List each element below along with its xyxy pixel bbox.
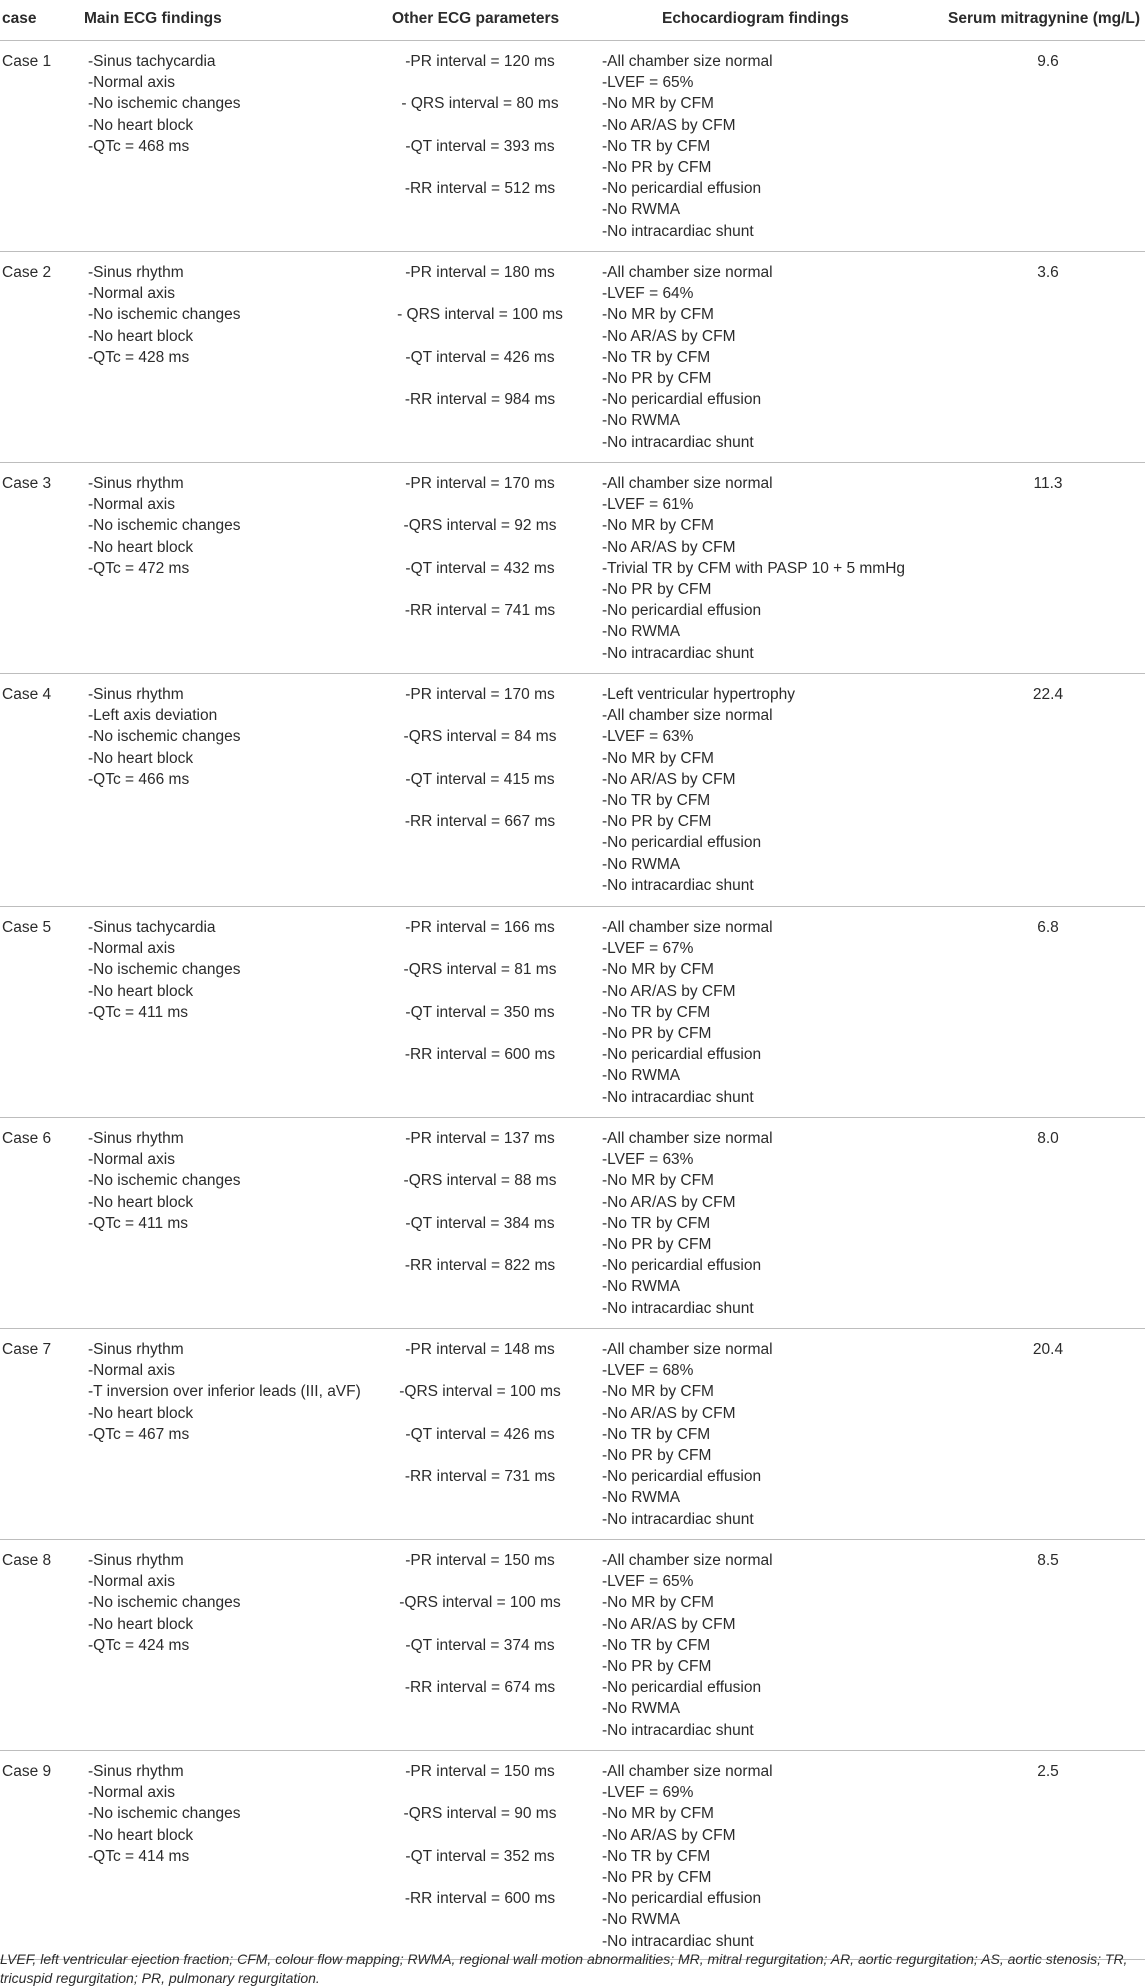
echo-line: -No PR by CFM bbox=[602, 159, 712, 177]
other-ecg-line: -PR interval = 180 ms bbox=[405, 264, 555, 281]
table-row bbox=[0, 674, 1145, 907]
echo-line: -No pericardial effusion bbox=[602, 391, 762, 409]
cell-main-ecg bbox=[88, 684, 240, 790]
echo-line: -LVEF = 65% bbox=[602, 1573, 694, 1591]
echo-line: -No intracardiac shunt bbox=[602, 433, 754, 451]
other-ecg-line: - QRS interval = 80 ms bbox=[401, 95, 559, 113]
main-ecg-line: -Sinus tachycardia bbox=[88, 919, 216, 936]
echo-line: -No intracardiac shunt bbox=[602, 1299, 754, 1317]
echo-line: -All chamber size normal bbox=[602, 475, 773, 492]
table-row bbox=[0, 1540, 1145, 1751]
main-ecg-line: -QTc = 468 ms bbox=[88, 137, 190, 155]
other-ecg-line: -RR interval = 667 ms bbox=[404, 813, 556, 831]
echo-line: -No AR/AS by CFM bbox=[602, 1193, 736, 1211]
cell-serum: 6.8 bbox=[1037, 919, 1059, 936]
main-ecg-line: -QTc = 428 ms bbox=[88, 348, 190, 366]
cell-main-ecg bbox=[88, 473, 240, 579]
echo-line: -No MR by CFM bbox=[602, 749, 714, 767]
table-row bbox=[0, 252, 1145, 463]
table-row bbox=[0, 907, 1145, 1118]
echo-line: -No TR by CFM bbox=[602, 1847, 711, 1865]
echo-line: -No RWMA bbox=[602, 1700, 681, 1718]
main-ecg-line: -Normal axis bbox=[88, 1573, 175, 1591]
cell-serum: 22.4 bbox=[1032, 686, 1064, 703]
main-ecg-line: -No heart block bbox=[88, 116, 194, 134]
echo-line: -No RWMA bbox=[602, 1911, 681, 1929]
cell-main-ecg bbox=[88, 1550, 240, 1656]
cell-other-ecg bbox=[330, 917, 630, 1087]
header-other-ecg: Other ECG parameters bbox=[392, 10, 560, 27]
echo-line: -No intracardiac shunt bbox=[602, 1510, 754, 1528]
cell-case: Case 3 bbox=[2, 475, 52, 492]
other-ecg-line: -QRS interval = 100 ms bbox=[399, 1594, 561, 1612]
main-ecg-line: -Normal axis bbox=[88, 1784, 175, 1802]
main-ecg-line: -Normal axis bbox=[88, 74, 175, 92]
table-row bbox=[0, 1329, 1145, 1540]
echo-line: -All chamber size normal bbox=[602, 1341, 773, 1358]
echo-line: -All chamber size normal bbox=[602, 1552, 773, 1569]
other-ecg-line: -PR interval = 170 ms bbox=[405, 686, 555, 703]
cell-main-ecg bbox=[88, 262, 240, 368]
table-footnote: LVEF, left ventricular ejection fraction; CFM, colour flow mapping; RWMA, regional wall motion abnormalities; MR, mitral regurgitation; AR, aortic regurgitation; AS, aortic stenosis; TR, tricuspid regurgitation; PR, pulmonary regurgitation. bbox=[0, 1951, 1128, 1986]
other-ecg-line: -QT interval = 426 ms bbox=[405, 1425, 555, 1443]
echo-line: -No RWMA bbox=[602, 1278, 681, 1296]
echo-line: -No MR by CFM bbox=[602, 1172, 714, 1190]
echo-line: -No intracardiac shunt bbox=[602, 1932, 754, 1950]
echo-line: -No TR by CFM bbox=[602, 792, 711, 810]
other-ecg-line: -QT interval = 415 ms bbox=[405, 770, 555, 788]
main-ecg-line: -QTc = 411 ms bbox=[88, 1003, 189, 1021]
main-ecg-line: -Sinus rhythm bbox=[88, 475, 184, 492]
echo-line: -No TR by CFM bbox=[602, 1003, 711, 1021]
main-ecg-line: -Normal axis bbox=[88, 496, 175, 514]
other-ecg-line: -RR interval = 600 ms bbox=[404, 1046, 556, 1064]
other-ecg-line: -RR interval = 674 ms bbox=[404, 1679, 556, 1697]
main-ecg-line: -Sinus rhythm bbox=[88, 1130, 184, 1147]
echo-line: -All chamber size normal bbox=[602, 1130, 773, 1147]
cell-case: Case 4 bbox=[2, 686, 52, 703]
echo-line: -No AR/AS by CFM bbox=[602, 1404, 736, 1422]
other-ecg-line: -QT interval = 426 ms bbox=[405, 348, 555, 366]
echo-line: -LVEF = 65% bbox=[602, 74, 694, 92]
main-ecg-line: -No ischemic changes bbox=[88, 1172, 241, 1190]
cell-serum: 20.4 bbox=[1032, 1341, 1064, 1358]
other-ecg-line: -PR interval = 120 ms bbox=[405, 53, 555, 70]
main-ecg-line: -QTc = 414 ms bbox=[88, 1847, 190, 1865]
echo-line: -No TR by CFM bbox=[602, 137, 711, 155]
main-ecg-line: -QTc = 472 ms bbox=[88, 559, 190, 577]
main-ecg-line: -No ischemic changes bbox=[88, 1594, 241, 1612]
echo-line: -No TR by CFM bbox=[602, 1425, 711, 1443]
cell-case: Case 1 bbox=[2, 53, 52, 70]
echo-line: -No MR by CFM bbox=[602, 95, 714, 113]
echo-line: -No AR/AS by CFM bbox=[602, 538, 736, 556]
cell-case: Case 9 bbox=[2, 1763, 52, 1780]
main-ecg-line: -No heart block bbox=[88, 1404, 194, 1422]
echo-line: -LVEF = 61% bbox=[602, 496, 694, 514]
cell-case: Case 7 bbox=[2, 1341, 52, 1358]
main-ecg-line: -Normal axis bbox=[88, 1362, 175, 1380]
echo-line: -All chamber size normal bbox=[602, 707, 773, 725]
other-ecg-line: -QRS interval = 81 ms bbox=[403, 961, 557, 979]
cell-serum: 8.0 bbox=[1037, 1130, 1059, 1147]
echo-line: -No pericardial effusion bbox=[602, 1468, 762, 1486]
other-ecg-line: -PR interval = 137 ms bbox=[405, 1130, 555, 1147]
main-ecg-line: -No ischemic changes bbox=[88, 961, 241, 979]
other-ecg-line: -QRS interval = 100 ms bbox=[399, 1383, 561, 1401]
main-ecg-line: -Normal axis bbox=[88, 1151, 175, 1169]
echo-line: -No PR by CFM bbox=[602, 1658, 712, 1676]
echo-line: -No TR by CFM bbox=[602, 1214, 711, 1232]
main-ecg-line: -No ischemic changes bbox=[88, 517, 241, 535]
echo-line: -No AR/AS by CFM bbox=[602, 1826, 736, 1844]
echo-line: -LVEF = 68% bbox=[602, 1362, 694, 1380]
main-ecg-line: -QTc = 424 ms bbox=[88, 1636, 190, 1654]
cell-other-ecg bbox=[330, 1128, 630, 1298]
echo-line: -No PR by CFM bbox=[602, 370, 712, 388]
echo-line: -No MR by CFM bbox=[602, 1805, 714, 1823]
echo-line: -LVEF = 63% bbox=[602, 1151, 694, 1169]
cell-case: Case 2 bbox=[2, 264, 52, 281]
cell-echo bbox=[602, 473, 905, 664]
main-ecg-line: -QTc = 466 ms bbox=[88, 770, 190, 788]
echo-line: -No MR by CFM bbox=[602, 1594, 714, 1612]
cell-other-ecg bbox=[330, 51, 630, 221]
echo-line: -No intracardiac shunt bbox=[602, 1721, 754, 1739]
echo-line: -No intracardiac shunt bbox=[602, 644, 754, 662]
echo-line: -No PR by CFM bbox=[602, 813, 712, 831]
echo-line: -All chamber size normal bbox=[602, 919, 773, 936]
echo-line: -No AR/AS by CFM bbox=[602, 1615, 736, 1633]
other-ecg-line: -QT interval = 384 ms bbox=[405, 1214, 555, 1232]
cell-other-ecg bbox=[330, 1550, 630, 1720]
other-ecg-line: -QRS interval = 84 ms bbox=[403, 728, 557, 746]
cell-echo bbox=[602, 1761, 773, 1952]
main-ecg-line: -No heart block bbox=[88, 749, 194, 767]
echo-line: -No pericardial effusion bbox=[602, 834, 762, 852]
table-row bbox=[0, 463, 1145, 674]
cell-echo bbox=[602, 51, 773, 242]
echo-line: -No AR/AS by CFM bbox=[602, 116, 736, 134]
other-ecg-line: -RR interval = 512 ms bbox=[404, 180, 556, 198]
echo-line: -No RWMA bbox=[602, 855, 681, 873]
echo-line: -No pericardial effusion bbox=[602, 602, 762, 620]
other-ecg-line: -RR interval = 741 ms bbox=[404, 602, 556, 620]
echo-line: -LVEF = 64% bbox=[602, 285, 694, 303]
table-row bbox=[0, 1751, 1145, 1960]
cell-echo bbox=[602, 262, 773, 453]
main-ecg-line: -Sinus rhythm bbox=[88, 686, 184, 703]
echo-line: -Left ventricular hypertrophy bbox=[602, 686, 795, 703]
main-ecg-line: -T inversion over inferior leads (III, aVF) bbox=[88, 1383, 361, 1401]
header-echo: Echocardiogram findings bbox=[662, 10, 849, 27]
cell-case: Case 5 bbox=[2, 919, 52, 936]
echo-line: -No RWMA bbox=[602, 1489, 681, 1507]
echo-line: -No TR by CFM bbox=[602, 348, 711, 366]
other-ecg-line: -RR interval = 822 ms bbox=[404, 1257, 556, 1275]
echo-line: -No PR by CFM bbox=[602, 1447, 712, 1465]
other-ecg-line: -QRS interval = 88 ms bbox=[403, 1172, 557, 1190]
main-ecg-line: -Sinus rhythm bbox=[88, 1552, 184, 1569]
echo-line: -No MR by CFM bbox=[602, 306, 714, 324]
echo-line: -No MR by CFM bbox=[602, 1383, 714, 1401]
echo-line: -No PR by CFM bbox=[602, 581, 712, 599]
cell-main-ecg bbox=[88, 51, 240, 157]
echo-line: -No AR/AS by CFM bbox=[602, 982, 736, 1000]
main-ecg-line: -Sinus rhythm bbox=[88, 1763, 184, 1780]
main-ecg-line: -Sinus rhythm bbox=[88, 1341, 184, 1358]
cell-other-ecg bbox=[330, 262, 630, 432]
cell-serum: 3.6 bbox=[1037, 264, 1059, 281]
echo-line: -No RWMA bbox=[602, 201, 681, 219]
header-case: case bbox=[2, 10, 37, 27]
main-ecg-line: -No heart block bbox=[88, 327, 194, 345]
other-ecg-line: -QRS interval = 90 ms bbox=[403, 1805, 557, 1823]
cell-echo bbox=[602, 1550, 773, 1741]
echo-line: -LVEF = 63% bbox=[602, 728, 694, 746]
cell-other-ecg bbox=[330, 684, 630, 854]
echo-line: -No AR/AS by CFM bbox=[602, 770, 736, 788]
main-ecg-line: -Normal axis bbox=[88, 285, 175, 303]
other-ecg-line: -QT interval = 432 ms bbox=[405, 559, 555, 577]
echo-line: -No PR by CFM bbox=[602, 1025, 712, 1043]
other-ecg-line: -QT interval = 350 ms bbox=[405, 1003, 555, 1021]
cell-main-ecg bbox=[88, 917, 240, 1023]
cell-echo bbox=[602, 917, 773, 1108]
table-row bbox=[0, 41, 1145, 252]
cell-case: Case 8 bbox=[2, 1552, 52, 1569]
main-ecg-line: -No ischemic changes bbox=[88, 95, 241, 113]
table-header bbox=[0, 0, 1145, 41]
main-ecg-line: -Normal axis bbox=[88, 940, 175, 958]
echo-line: -No pericardial effusion bbox=[602, 1679, 762, 1697]
echo-line: -No RWMA bbox=[602, 412, 681, 430]
main-ecg-line: -No heart block bbox=[88, 982, 194, 1000]
cell-main-ecg bbox=[88, 1339, 361, 1445]
cell-main-ecg bbox=[88, 1761, 240, 1867]
main-ecg-line: -No heart block bbox=[88, 1826, 194, 1844]
main-ecg-line: -No heart block bbox=[88, 1193, 194, 1211]
other-ecg-line: -QT interval = 393 ms bbox=[405, 137, 555, 155]
cell-serum: 11.3 bbox=[1033, 475, 1063, 492]
cell-main-ecg bbox=[88, 1128, 240, 1234]
other-ecg-line: -PR interval = 170 ms bbox=[405, 475, 555, 492]
cell-echo bbox=[602, 684, 795, 896]
main-ecg-line: -No ischemic changes bbox=[88, 306, 241, 324]
cell-serum: 2.5 bbox=[1037, 1763, 1059, 1780]
cell-serum: 9.6 bbox=[1037, 53, 1059, 70]
main-ecg-line: -Left axis deviation bbox=[88, 707, 218, 725]
echo-line: -No MR by CFM bbox=[602, 517, 714, 535]
header-serum: Serum mitragynine (mg/L) bbox=[948, 10, 1141, 27]
other-ecg-line: -PR interval = 148 ms bbox=[405, 1341, 555, 1358]
echo-line: -Trivial TR by CFM with PASP 10 + 5 mmHg bbox=[602, 559, 906, 577]
main-ecg-line: -No ischemic changes bbox=[88, 728, 241, 746]
cell-other-ecg bbox=[330, 473, 630, 643]
echo-line: -No pericardial effusion bbox=[602, 180, 762, 198]
other-ecg-line: -PR interval = 150 ms bbox=[405, 1763, 555, 1780]
cell-serum: 8.5 bbox=[1037, 1552, 1059, 1569]
cell-echo bbox=[602, 1339, 773, 1530]
cell-echo bbox=[602, 1128, 773, 1319]
other-ecg-line: -PR interval = 166 ms bbox=[405, 919, 555, 936]
echo-line: -No TR by CFM bbox=[602, 1636, 711, 1654]
other-ecg-line: -QT interval = 374 ms bbox=[405, 1636, 555, 1654]
other-ecg-line: -QT interval = 352 ms bbox=[405, 1847, 555, 1865]
other-ecg-line: -RR interval = 984 ms bbox=[404, 391, 556, 409]
echo-line: -No pericardial effusion bbox=[602, 1890, 762, 1908]
echo-line: -No intracardiac shunt bbox=[602, 1088, 754, 1106]
echo-line: -No RWMA bbox=[602, 623, 681, 641]
cell-other-ecg bbox=[330, 1761, 630, 1931]
echo-line: -LVEF = 67% bbox=[602, 940, 694, 958]
cell-other-ecg bbox=[330, 1339, 630, 1509]
echo-line: -All chamber size normal bbox=[602, 1763, 773, 1780]
echo-line: -No MR by CFM bbox=[602, 961, 714, 979]
table-row bbox=[0, 1118, 1145, 1329]
table-body bbox=[0, 41, 1145, 1960]
main-ecg-line: -Sinus tachycardia bbox=[88, 53, 216, 70]
cell-case: Case 6 bbox=[2, 1130, 52, 1147]
echo-line: -No RWMA bbox=[602, 1067, 681, 1085]
main-ecg-line: -No heart block bbox=[88, 538, 194, 556]
echo-line: -No PR by CFM bbox=[602, 1236, 712, 1254]
main-ecg-line: -QTc = 411 ms bbox=[88, 1214, 189, 1232]
echo-line: -All chamber size normal bbox=[602, 264, 773, 281]
header-main-ecg: Main ECG findings bbox=[84, 10, 222, 27]
echo-line: -No AR/AS by CFM bbox=[602, 327, 736, 345]
echo-line: -All chamber size normal bbox=[602, 53, 773, 70]
main-ecg-line: -No heart block bbox=[88, 1615, 194, 1633]
main-ecg-line: -QTc = 467 ms bbox=[88, 1425, 190, 1443]
echo-line: -No pericardial effusion bbox=[602, 1257, 762, 1275]
other-ecg-line: -RR interval = 731 ms bbox=[404, 1468, 556, 1486]
other-ecg-line: - QRS interval = 100 ms bbox=[397, 306, 563, 324]
other-ecg-line: -PR interval = 150 ms bbox=[405, 1552, 555, 1569]
echo-line: -No intracardiac shunt bbox=[602, 876, 754, 894]
echo-line: -LVEF = 69% bbox=[602, 1784, 694, 1802]
other-ecg-line: -QRS interval = 92 ms bbox=[403, 517, 557, 535]
echo-line: -No PR by CFM bbox=[602, 1869, 712, 1887]
other-ecg-line: -RR interval = 600 ms bbox=[404, 1890, 556, 1908]
echo-line: -No pericardial effusion bbox=[602, 1046, 762, 1064]
main-ecg-line: -Sinus rhythm bbox=[88, 264, 184, 281]
main-ecg-line: -No ischemic changes bbox=[88, 1805, 241, 1823]
echo-line: -No intracardiac shunt bbox=[602, 222, 754, 240]
